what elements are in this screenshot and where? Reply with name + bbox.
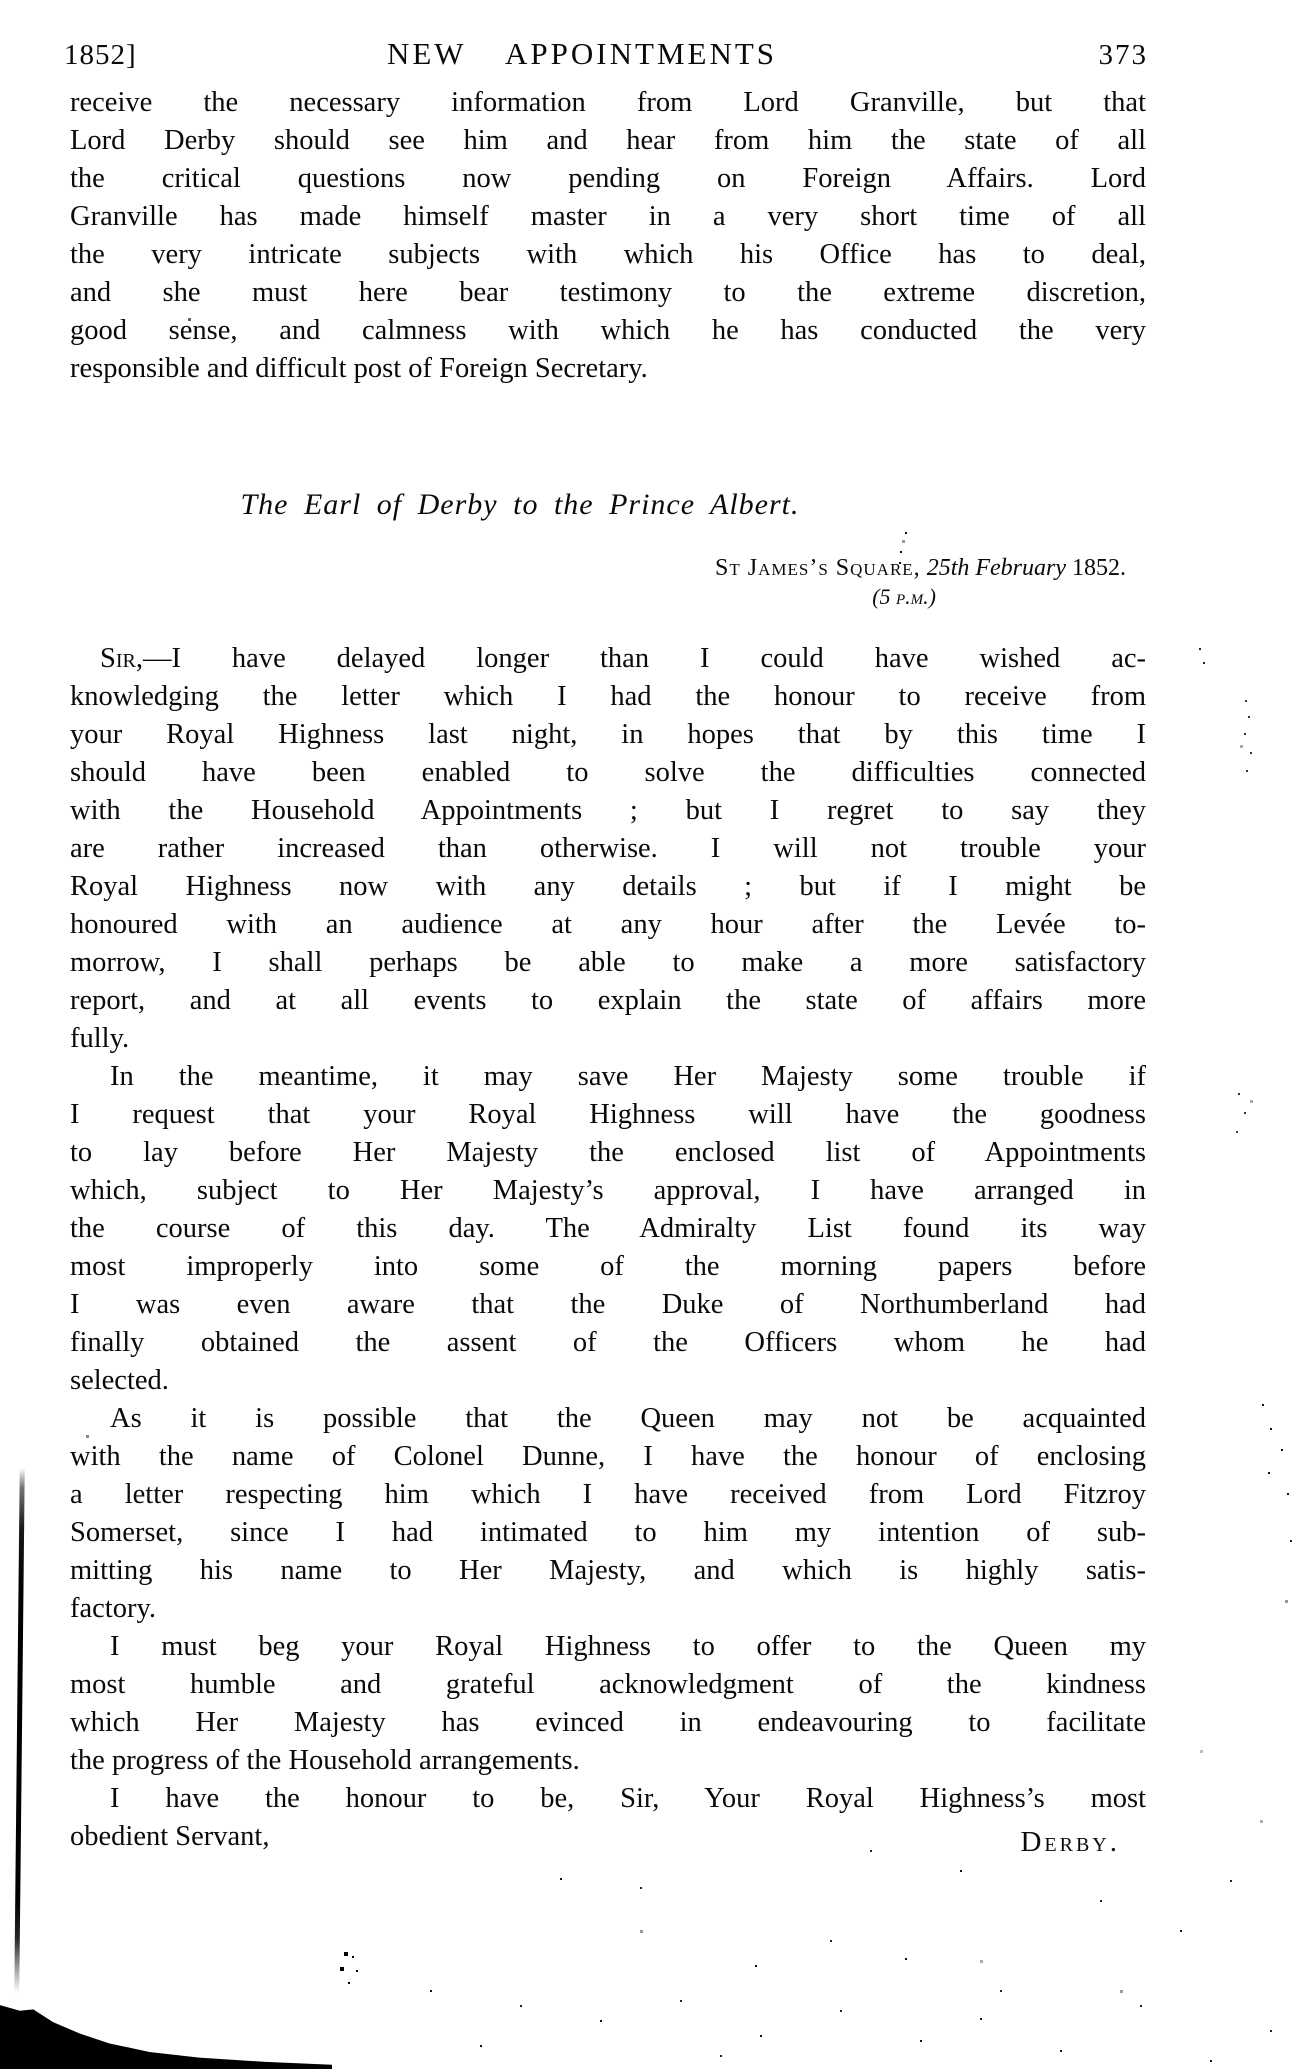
- text-line: most improperly into some of the morning papers before: [70, 1251, 1146, 1282]
- continuation-paragraph: [70, 84, 1146, 388]
- letter-time: [70, 584, 1146, 610]
- text-line: [70, 640, 1146, 678]
- text-line: good sense, and calmness with which he has conducted the very: [70, 315, 1146, 346]
- text-line: receive the necessary information from Lord Granville, but that: [70, 87, 1146, 118]
- text-line: In the meantime, it may save Her Majesty some trouble if: [110, 1061, 1146, 1092]
- text-line: selected.: [70, 1365, 169, 1396]
- salutation-rest: —I have delayed longer than I could have wished ac-: [142, 643, 1146, 674]
- text-line: the critical questions now pending on Foreign Affairs. Lord: [70, 163, 1146, 194]
- text-line: which, subject to Her Majesty’s approval, I have arranged in: [70, 1175, 1146, 1206]
- text-line: are rather increased than otherwise. I will not trouble your: [70, 833, 1146, 864]
- time-value: (5 p.m.): [872, 584, 936, 609]
- text-line: knowledging the letter which I had the honour to receive from: [70, 681, 1146, 712]
- text-line: Somerset, since I had intimated to him my intention of sub-: [70, 1517, 1146, 1548]
- text-line: I must beg your Royal Highness to offer to the Queen my: [110, 1631, 1146, 1662]
- scan-artifact-corner-blob: [0, 1998, 332, 2069]
- text-line: with the Household Appointments ; but I regret to say they: [70, 795, 1146, 826]
- text-line: I was even aware that the Duke of Northumberland had: [70, 1289, 1146, 1320]
- header-page-number: 373: [1098, 39, 1148, 71]
- scan-artifact-vertical-line: [14, 1468, 24, 1993]
- text-line: a letter respecting him which I have received from Lord Fitzroy: [70, 1479, 1146, 1510]
- letter-dateline: [70, 551, 1146, 585]
- scan-artifact-faint-specks: [0, 0, 3, 3]
- text-line: with the name of Colonel Dunne, I have the honour of enclosing: [70, 1441, 1146, 1472]
- text-line: I request that your Royal Highness will have the goodness: [70, 1099, 1146, 1130]
- text-line: Royal Highness now with any details ; but if I might be: [70, 871, 1146, 902]
- text-line: and she must here bear testimony to the extreme discretion,: [70, 277, 1146, 308]
- letter-body: [70, 640, 1146, 1856]
- text-line: factory.: [70, 1593, 156, 1624]
- dateline-date: 25th February: [926, 555, 1066, 581]
- header-year: 1852]: [64, 39, 137, 71]
- salutation: Sir,: [100, 643, 143, 674]
- text-line: which Her Majesty has evinced in endeavouring to facilitate: [70, 1707, 1146, 1738]
- text-line: morrow, I shall perhaps be able to make a more satisfactory: [70, 947, 1146, 978]
- dateline-place: St James’s Square,: [715, 555, 921, 581]
- text-line: report, and at all events to explain the state of affairs more: [70, 985, 1146, 1016]
- text-line: honoured with an audience at any hour after the Levée to-: [70, 909, 1146, 940]
- dateline-year: 1852.: [1072, 555, 1126, 581]
- text-line: fully.: [70, 1023, 130, 1054]
- text-line: Lord Derby should see him and hear from him the state of all: [70, 125, 1146, 156]
- text-line: As it is possible that the Queen may not be acquainted: [110, 1403, 1146, 1434]
- signature: Derby.: [1020, 1826, 1120, 1858]
- text-line: to lay before Her Majesty the enclosed list of Appointments: [70, 1137, 1146, 1168]
- text-line: mitting his name to Her Majesty, and which is highly satis-: [70, 1555, 1146, 1586]
- letter-heading: The Earl of Derby to the Prince Albert.: [240, 488, 800, 521]
- closing-text: obedient Servant,: [70, 1821, 270, 1852]
- text-line: Granville has made himself master in a very short time of all: [70, 201, 1146, 232]
- text-line: most humble and grateful acknowledgment of the kindness: [70, 1669, 1146, 1700]
- text-line: finally obtained the assent of the Officers whom he had: [70, 1327, 1146, 1358]
- text-line: your Royal Highness last night, in hopes that by this time I: [70, 719, 1146, 750]
- header-title: NEW APPOINTMENTS: [386, 36, 778, 71]
- text-line: responsible and difficult post of Foreign Secretary.: [70, 353, 648, 384]
- text-line: the progress of the Household arrangements.: [70, 1745, 580, 1776]
- text-line: I have the honour to be, Sir, Your Royal Highness’s most: [110, 1783, 1146, 1814]
- text-line: the course of this day. The Admiralty List found its way: [70, 1213, 1146, 1244]
- text-line: the very intricate subjects with which his Office has to deal,: [70, 239, 1146, 270]
- text-line: should have been enabled to solve the difficulties connected: [70, 757, 1146, 788]
- running-header: [64, 36, 1148, 72]
- closing-line: [70, 1818, 1146, 1856]
